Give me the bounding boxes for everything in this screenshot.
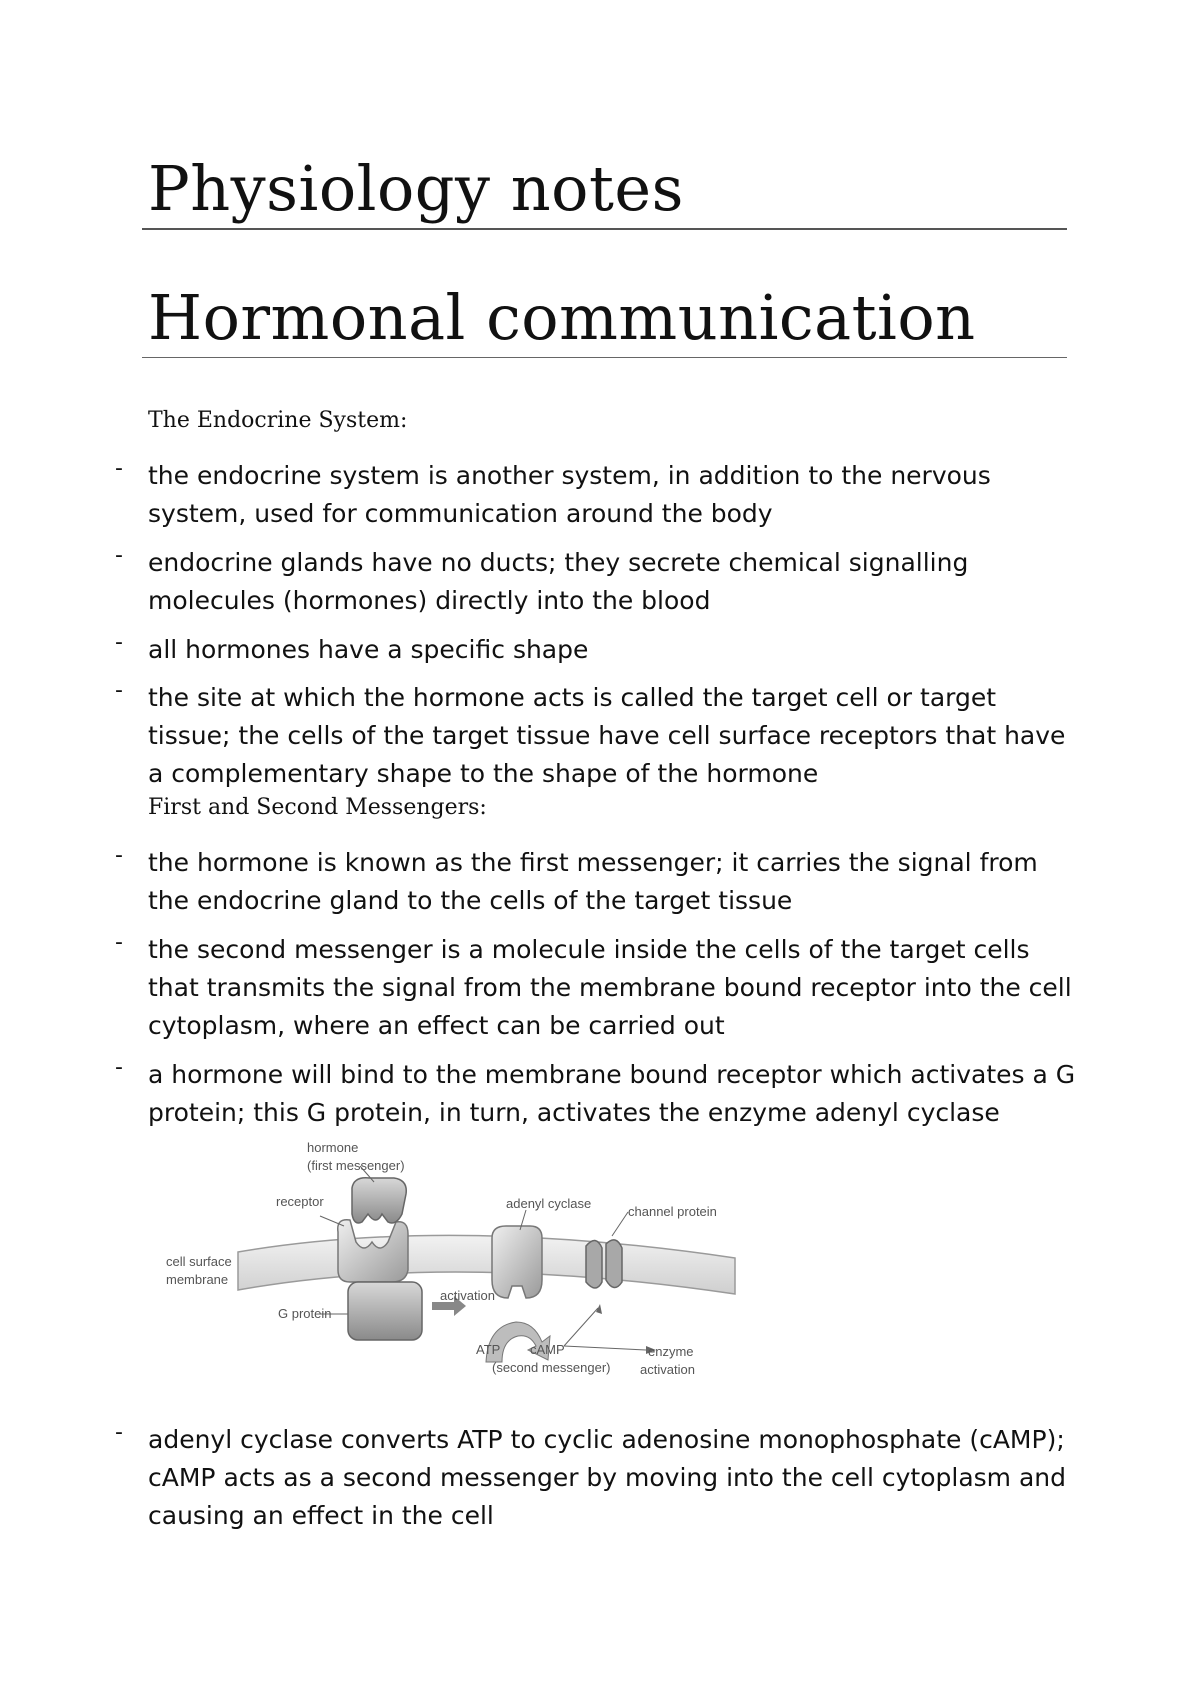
section-heading-endocrine: The Endocrine System: xyxy=(148,408,408,433)
bullet-dash: - xyxy=(115,543,123,568)
label-membrane: membrane xyxy=(166,1272,229,1287)
channel-protein-shape xyxy=(586,1240,602,1288)
label-hormone: hormone xyxy=(307,1140,359,1155)
label-second-messenger: (second messenger) xyxy=(492,1360,611,1375)
bullet-dash: - xyxy=(115,678,123,703)
section-heading-messengers: First and Second Messengers: xyxy=(148,795,487,820)
label-channel-protein: channel protein xyxy=(628,1204,717,1219)
bullet-dash: - xyxy=(115,843,123,868)
adenyl-cyclase-shape xyxy=(492,1226,542,1298)
label-g-protein: G protein xyxy=(278,1306,332,1321)
label-receptor: receptor xyxy=(276,1194,324,1209)
bullet-item: all hormones have a specific shape xyxy=(148,635,589,664)
bullet-dash: - xyxy=(115,456,123,481)
receptor-shape xyxy=(338,1220,408,1282)
label-activation: activation xyxy=(440,1288,495,1303)
bullet-item: a hormone will bind to the membrane bound receptor which activates a G protein; this G protein, in turn, activates the enzyme adenyl cyclase xyxy=(148,1060,1076,1127)
g-protein-shape xyxy=(348,1282,422,1340)
bullet-item: the second messenger is a molecule inside the cells of the target cells that transmits the signal from the membrane bound receptor into the cell cytoplasm, where an effect can be carried out xyxy=(148,935,1072,1040)
heading-rule xyxy=(142,357,1067,358)
title-rule xyxy=(142,228,1067,230)
label-enzyme-activation: activation xyxy=(640,1362,695,1377)
label-enzyme: enzyme xyxy=(648,1344,694,1359)
label-atp: ATP xyxy=(476,1342,501,1357)
label-cell-surface: cell surface xyxy=(166,1254,232,1269)
bullet-dash: - xyxy=(115,1420,123,1445)
bullet-item: the endocrine system is another system, in addition to the nervous system, used for communication around the body xyxy=(148,461,991,528)
bullet-item: the hormone is known as the first messenger; it carries the signal from the endocrine gland to the cells of the target tissue xyxy=(148,848,1038,915)
bullet-item: the site at which the hormone acts is called the target cell or target tissue; the cells of the target tissue have cell surface receptors that have a complementary shape to the shape of the hormone xyxy=(148,683,1066,788)
cell-membrane xyxy=(238,1235,735,1294)
bullet-dash: - xyxy=(115,1055,123,1080)
bullet-item: adenyl cyclase converts ATP to cyclic adenosine monophosphate (cAMP); cAMP acts as a second messenger by moving into the cell cytoplasm and causing an effect in the cell xyxy=(148,1425,1066,1530)
hormone-shape xyxy=(352,1178,406,1223)
bullet-dash: - xyxy=(115,630,123,655)
label-camp: cAMP xyxy=(530,1342,565,1357)
label-adenyl-cyclase: adenyl cyclase xyxy=(506,1196,592,1211)
second-messenger-diagram xyxy=(150,1130,790,1400)
page-heading: Hormonal communication xyxy=(148,281,976,354)
bullet-item: endocrine glands have no ducts; they secrete chemical signalling molecules (hormones) directly into the blood xyxy=(148,548,969,615)
bullet-dash: - xyxy=(115,930,123,955)
document-title: Physiology notes xyxy=(148,152,684,225)
label-first-messenger: (first messenger) xyxy=(307,1158,405,1173)
